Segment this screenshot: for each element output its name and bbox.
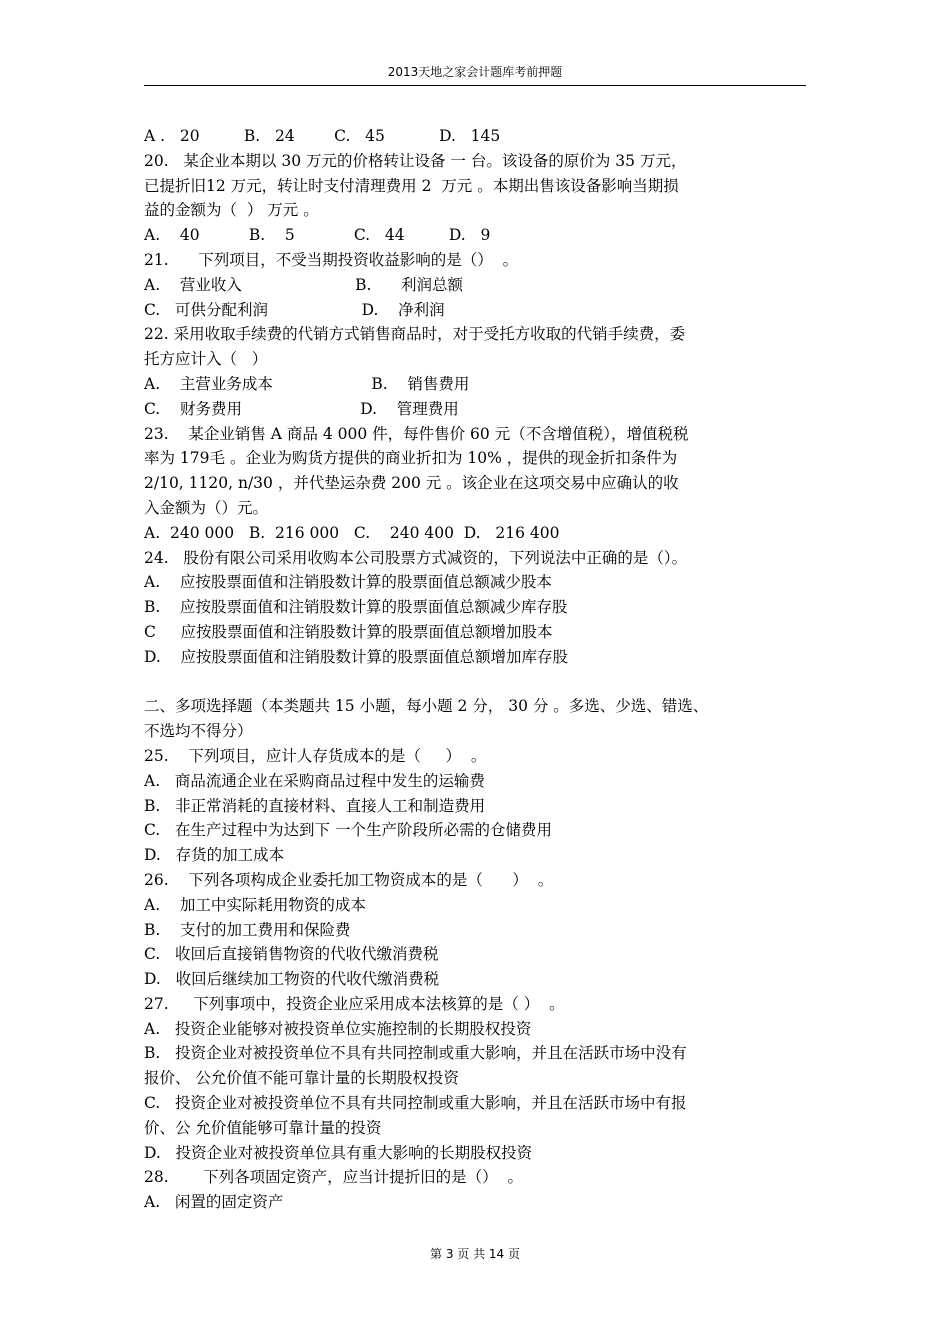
header-title: 2013天地之家会计题库考前押题 [387,65,563,79]
text-line: A. 营业收入 B. 利润总额 [144,275,464,294]
text-line: C. 投资企业对被投资单位不具有共同控制或重大影响，并且在活跃市场中有报 [144,1094,687,1113]
page-header [0,64,950,80]
text-line: D. 投资企业对被投资单位具有重大影响的长期股权投资 [144,1143,533,1162]
text-line: D. 存货的加工成本 [144,846,285,865]
text-line: C. 收回后直接销售物资的代收代缴消费税 [144,945,439,964]
text-line: A. 闲置的固定资产 [144,1193,284,1212]
text-line: A. 40 B. 5 C. 44 D. 9 [144,226,491,245]
text-line: B. 支付的加工费用和保险费 [144,920,351,939]
text-line: B. 非正常消耗的直接材料、直接人工和制造费用 [144,796,486,815]
text-line: A. 主营业务成本 B. 销售费用 [144,374,470,393]
text-line: A . 20 B. 24 C. 45 D. 145 [144,127,501,145]
text-line: B. 投资企业对被投资单位不具有共同控制或重大影响，并且在活跃市场中没有 [144,1044,687,1063]
text-line: 二、多项选择题（本类题共 15 小题，每小题 2 分， 30 分 。多选、少选、错选、 [144,697,709,716]
text-line: 不选均不得分） [144,722,253,741]
text-line: 托方应计入（ ） [144,350,268,369]
text-line: 价、公 允价值能够可靠计量的投资 [144,1118,382,1137]
page-footer [0,1246,950,1262]
text-line: D. 收回后继续加工物资的代收代缴消费税 [144,970,440,989]
text-line: 28. 下列各项固定资产，应当计提折旧的是（） 。 [144,1168,523,1187]
text-line: 26. 下列各项构成企业委托加工物资成本的是（ ） 。 [144,870,554,889]
text-line: C. 在生产过程中为达到下 一个生产阶段所必需的仓储费用 [144,821,552,840]
header-divider [144,85,806,86]
page-number: 第 3 页 共 14 页 [430,1247,520,1261]
text-line: 益的金额为（ ） 万元 。 [144,201,319,220]
text-line: 率为 179毛 。企业为购货方提供的商业折扣为 10% ，提供的现金折扣条件为 [144,449,678,468]
text-line: A. 加工中实际耗用物资的成本 [144,895,366,914]
text-line: A. 240 000 B. 216 000 C. 240 400 D. 216 400 [144,523,560,542]
text-line: 入金额为（）元。 [144,498,269,517]
text-line: 25. 下列项目，应计人存货成本的是（ ） 。 [144,746,487,765]
text-line: C 应按股票面值和注销股数计算的股票面值总额增加股本 [144,622,553,641]
text-line: 20. 某企业本期以 30 万元的价格转让设备 一 台。该设备的原价为 35 万元， [144,151,687,170]
text-line: 已提折旧12 万元，转让时支付清理费用 2 万元 。本期出售该设备影响当期损 [144,176,679,195]
text-line: 22. 采用收取手续费的代销方式销售商品时，对于受托方收取的代销手续费，委 [144,325,686,344]
text-line: C. 财务费用 D. 管理费用 [144,399,459,418]
text-line: 2/10, 1120, n/30 ，并代垫运杂费 200 元 。该企业在这项交易中应确认的收 [144,474,679,493]
text-line: 报价、 公允价值不能可靠计量的长期股权投资 [144,1069,459,1088]
text-line: C. 可供分配利润 D. 净利润 [144,300,445,319]
text-line: 21. 下列项目，不受当期投资收益影响的是（） 。 [144,250,519,269]
text-line: 23. 某企业销售 A 商品 4 000 件，每件售价 60 元（不含增值税），增值税税 [144,424,689,443]
document-body [144,124,806,1215]
text-line: A. 应按股票面值和注销股数计算的股票面值总额减少股本 [144,573,552,592]
blank-line [144,670,806,695]
text-line: 24. 股份有限公司采用收购本公司股票方式减资的，下列说法中正确的是（）。 [144,548,688,567]
text-line: D. 应按股票面值和注销股数计算的股票面值总额增加库存股 [144,647,569,666]
text-line: A. 投资企业能够对被投资单位实施控制的长期股权投资 [144,1019,532,1038]
text-line: A. 商品流通企业在采购商品过程中发生的运输费 [144,771,485,790]
text-line: B. 应按股票面值和注销股数计算的股票面值总额减少库存股 [144,598,568,617]
text-line: 27. 下列事项中，投资企业应采用成本法核算的是（ ） 。 [144,994,565,1013]
